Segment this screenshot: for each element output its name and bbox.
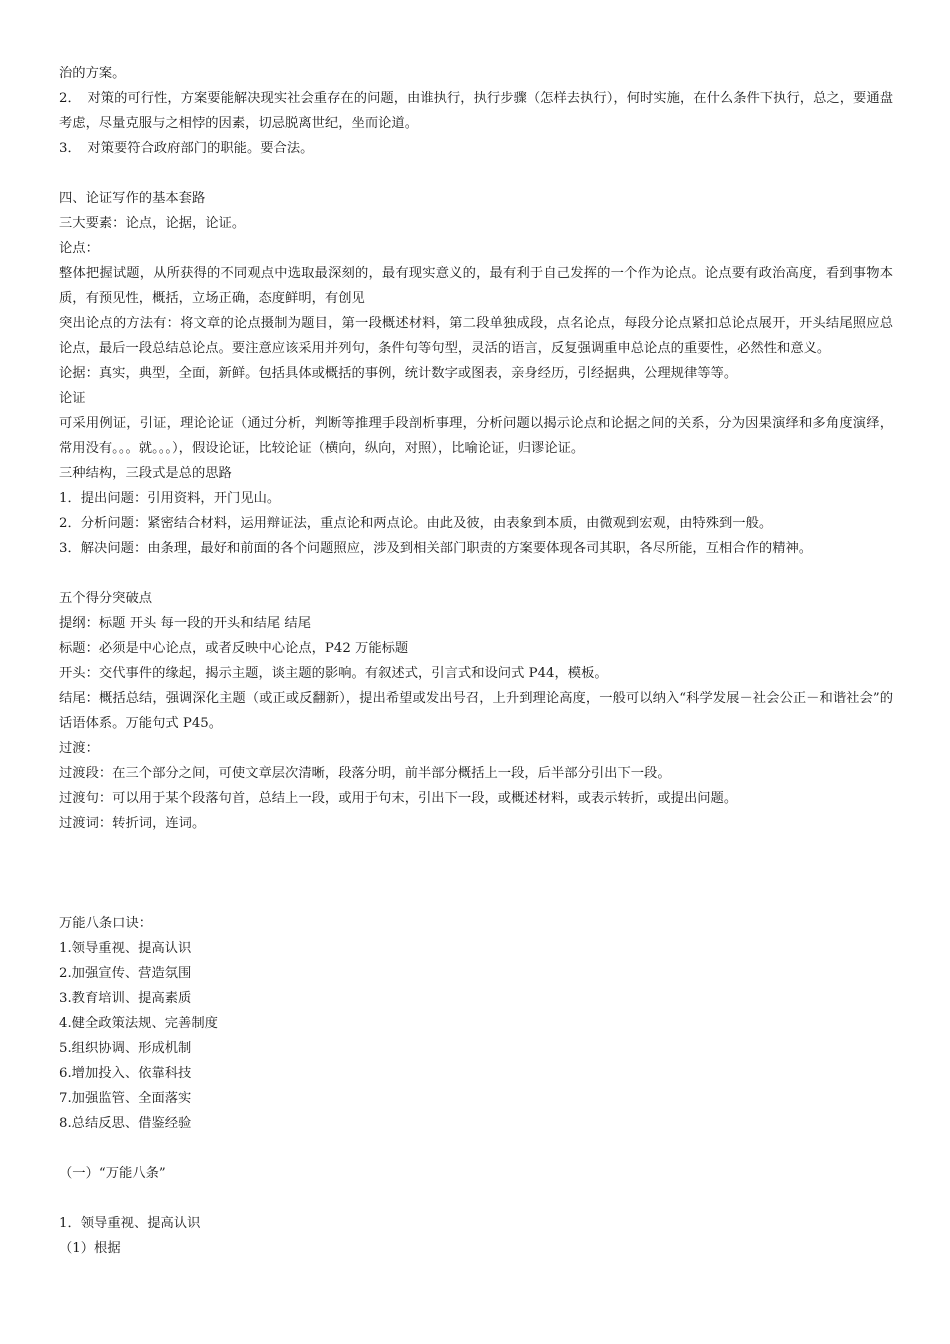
section-4-heading: 四、论证写作的基本套路 bbox=[59, 191, 206, 206]
guodu-ci-line: 过渡词：转折词，连词。 bbox=[59, 816, 206, 831]
guodu-duan-line: 过渡段：在三个部分之间，可使文章层次清晰，段落分明，前半部分概括上一段，后半部分引出下一段。 bbox=[59, 766, 671, 781]
lunju-paragraph: 论据：真实，典型，全面，新鲜。包括具体或概括的事例，统计数字或图表，亲身经历，引经据典，公理规律等等。 bbox=[59, 366, 738, 381]
genju-line: （1）根据 bbox=[59, 1241, 121, 1256]
structure-item-1: 1．提出问题：引用资料，开门见山。 bbox=[59, 491, 281, 506]
document-page bbox=[59, 61, 893, 1261]
wanneng-item: 4.健全政策法规、完善制度 bbox=[59, 1016, 218, 1031]
wanneng-item: 7.加强监管、全面落实 bbox=[59, 1091, 192, 1106]
structure-heading: 三种结构，三段式是总的思路 bbox=[59, 466, 232, 481]
guodu-label: 过渡： bbox=[59, 741, 99, 756]
wanneng-item: 3.教育培训、提高素质 bbox=[59, 991, 192, 1006]
spacer bbox=[59, 1136, 893, 1161]
wanneng-item: 5.组织协调、形成机制 bbox=[59, 1041, 192, 1056]
biaoti-line: 标题：必须是中心论点，或者反映中心论点，P42 万能标题 bbox=[59, 641, 409, 656]
lunzheng-paragraph: 可采用例证，引证，理论论证（通过分析，判断等推理手段剖析事理，分析问题以揭示论点和论据之间的关系，分为因果演绎和多角度演绎，常用没有。。。就。。。），假设论证，比较论证（横向，纵向，对照），比喻论证，归谬论证。 bbox=[59, 416, 893, 456]
spacer bbox=[59, 836, 893, 911]
item-2-paragraph: 2． 对策的可行性，方案要能解决现实社会重存在的问题，由谁执行，执行步骤（怎样去执行），何时实施，在什么条件下执行，总之，要通盘考虑，尽量克服与之相悖的因素，切忌脱离世纪，坐而论道。 bbox=[59, 91, 893, 131]
lunzheng-label: 论证 bbox=[59, 391, 86, 406]
structure-item-2: 2．分析问题：紧密结合材料，运用辩证法，重点论和两点论。由此及彼，由表象到本质，由微观到宏观，由特殊到一般。 bbox=[59, 516, 773, 531]
wanneng-item: 6.增加投入、依靠科技 bbox=[59, 1066, 192, 1081]
intro-line: 治的方案。 bbox=[59, 66, 126, 81]
guodu-ju-line: 过渡句：可以用于某个段落句首，总结上一段，或用于句末，引出下一段，或概述材料，或表示转折，或提出问题。 bbox=[59, 791, 738, 806]
jiewei-paragraph: 结尾：概括总结，强调深化主题（或正或反翻新），提出希望或发出号召，上升到理论高度，一般可以纳入“科学发展－社会公正－和谐社会”的话语体系。万能句式 P45。 bbox=[59, 691, 893, 731]
spacer bbox=[59, 1186, 893, 1211]
spacer bbox=[59, 161, 893, 186]
wanneng-item: 8.总结反思、借鉴经验 bbox=[59, 1116, 192, 1131]
wanneng-heading: 万能八条口诀： bbox=[59, 916, 153, 931]
wanneng-item: 1.领导重视、提高认识 bbox=[59, 941, 192, 956]
wanneng-item: 2.加强宣传、营造氛围 bbox=[59, 966, 192, 981]
three-elements-line: 三大要素：论点，论据，论证。 bbox=[59, 216, 246, 231]
kaitou-line: 开头：交代事件的缘起，揭示主题，谈主题的影响。有叙述式，引言式和设问式 P44，模板。 bbox=[59, 666, 608, 681]
five-points-heading: 五个得分突破点 bbox=[59, 591, 153, 606]
lundian-paragraph: 整体把握试题，从所获得的不同观点中选取最深刻的，最有现实意义的，最有利于自己发挥的一个作为论点。论点要有政治高度，看到事物本质，有预见性，概括，立场正确，态度鲜明，有创见 bbox=[59, 266, 893, 306]
item-3-paragraph: 3． 对策要符合政府部门的职能。要合法。 bbox=[59, 141, 314, 156]
tigang-line: 提纲：标题 开头 每一段的开头和结尾 结尾 bbox=[59, 616, 312, 631]
lundian-label: 论点： bbox=[59, 241, 99, 256]
tuchu-paragraph: 突出论点的方法有：将文章的论点摄制为题目，第一段概述材料，第二段单独成段，点名论点，每段分论点紧扣总论点展开，开头结尾照应总论点，最后一段总结总论点。要注意应该采用并列句，条件句等句型，灵活的语言，反复强调重申总论点的重要性，必然性和意义。 bbox=[59, 316, 893, 356]
spacer bbox=[59, 561, 893, 586]
wanneng-sub-heading: （一）“万能八条” bbox=[59, 1166, 166, 1181]
lingdao-heading: 1．领导重视、提高认识 bbox=[59, 1216, 201, 1231]
structure-item-3: 3．解决问题：由条理，最好和前面的各个问题照应，涉及到相关部门职责的方案要体现各司其职，各尽所能，互相合作的精神。 bbox=[59, 541, 813, 556]
